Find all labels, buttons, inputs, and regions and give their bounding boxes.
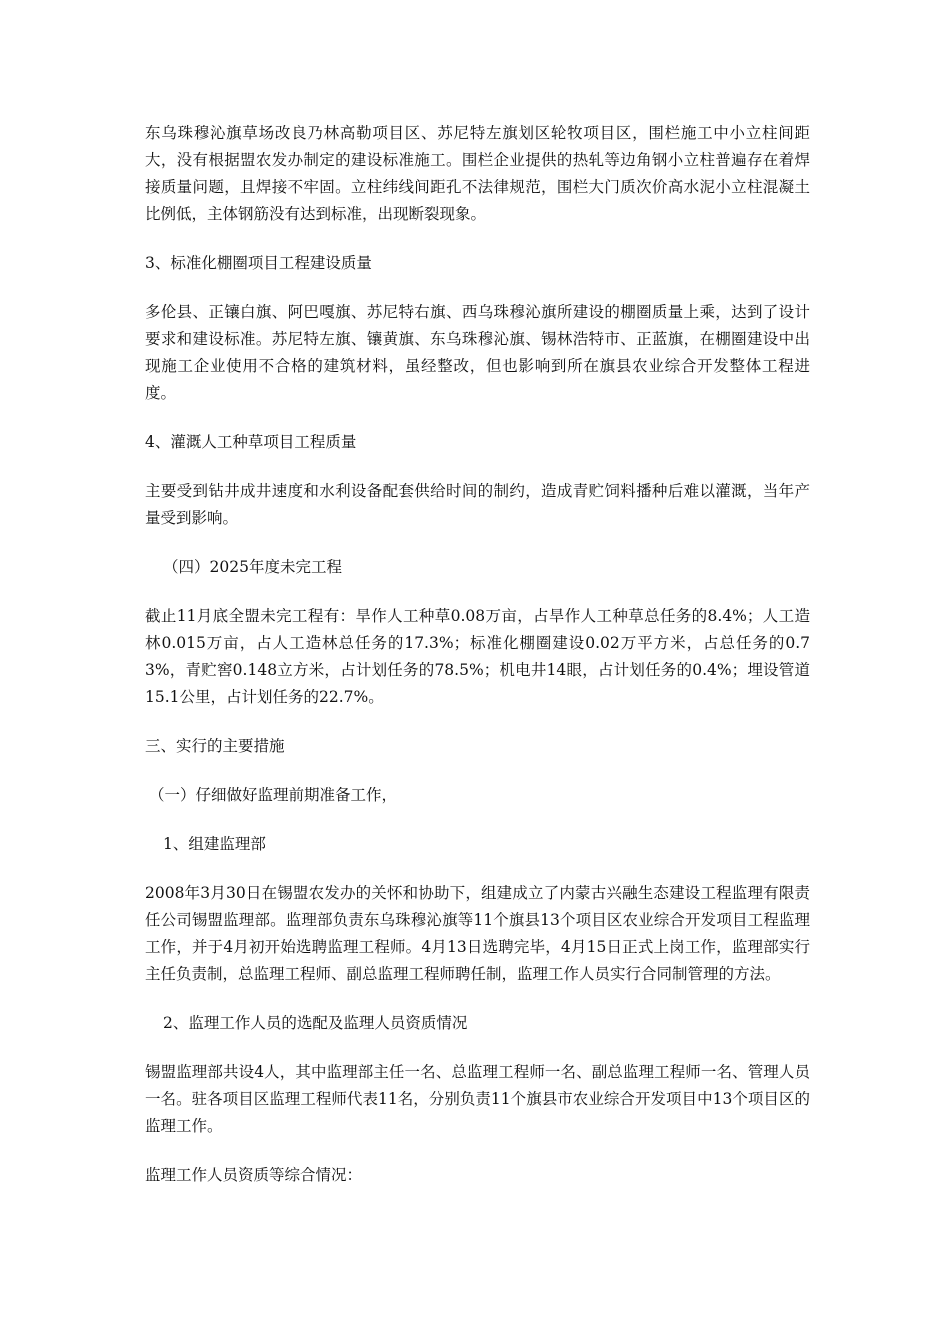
heading-preparation: （一）仔细做好监理前期准备工作， <box>149 786 398 804</box>
heading-unfinished-works: （四）2025年度未完工程 <box>163 558 342 576</box>
heading-shed-quality: 3、标准化棚圈项目工程建设质量 <box>145 254 372 272</box>
paragraph-shed-quality: 多伦县、正镶白旗、阿巴嘎旗、苏尼特右旗、西乌珠穆沁旗所建设的棚圈质量上乘，达到了设计要求和建设标准。苏尼特左旗、镶黄旗、东乌珠穆沁旗、锡林浩特市、正蓝旗，在棚圈建设中出现施工企业使用不合格的建筑材料，虽经整改，但也影响到所在旗县农业综合开发整体工程进度。 <box>145 303 810 402</box>
document-body <box>145 120 810 1211</box>
paragraph-staff-selection: 锡盟监理部共设4人，其中监理部主任一名、总监理工程师一名、副总监理工程师一名、管理人员一名。驻各项目区监理工程师代表11名，分别负责11个旗县市农业综合开发项目中13个项目区的监理工作。 <box>145 1063 810 1135</box>
heading-irrigation-quality: 4、灌溉人工种草项目工程质量 <box>145 433 357 451</box>
paragraph-unfinished-works: 截止11月底全盟未完工程有：旱作人工种草0.08万亩，占旱作人工种草总任务的8.4%；人工造林0.015万亩，占人工造林总任务的17.3%；标准化棚圈建设0.02万平方米，占总任务的0.73%，青贮窖0.148立方米，占计划任务的78.5%；机电井14眼，占计划任务的0.4%；埋设管道15.1公里，占计划任务的22.7%。 <box>145 607 810 706</box>
paragraph-irrigation-quality: 主要受到钻井成井速度和水利设备配套供给时间的制约，造成青贮饲料播种后难以灌溉，当年产量受到影响。 <box>145 482 810 527</box>
heading-main-measures: 三、实行的主要措施 <box>145 737 285 755</box>
paragraph-set-up-department: 2008年3月30日在锡盟农发办的关怀和协助下，组建成立了内蒙古兴融生态建设工程监理有限责任公司锡盟监理部。监理部负责东乌珠穆沁旗等11个旗县13个项目区农业综合开发项目工程监理工作，并于4月初开始选聘监理工程师。4月13日选聘完毕，4月15日正式上岗工作，监理部实行主任负责制，总监理工程师、副总监理工程师聘任制，监理工作人员实行合同制管理的方法。 <box>145 884 810 983</box>
heading-set-up-department: 1、组建监理部 <box>163 835 266 853</box>
heading-staff-selection: 2、监理工作人员的选配及监理人员资质情况 <box>163 1014 468 1032</box>
heading-staff-qualification: 监理工作人员资质等综合情况： <box>145 1166 363 1184</box>
paragraph-fence-quality-issues: 东乌珠穆沁旗草场改良乃林高勒项目区、苏尼特左旗划区轮牧项目区，围栏施工中小立柱间距大，没有根据盟农发办制定的建设标准施工。围栏企业提供的热轧等边角钢小立柱普遍存在着焊接质量问题，且焊接不牢固。立柱纬线间距孔不法律规范，围栏大门质次价高水泥小立柱混凝土比例低，主体钢筋没有达到标准，出现断裂现象。 <box>145 124 810 223</box>
